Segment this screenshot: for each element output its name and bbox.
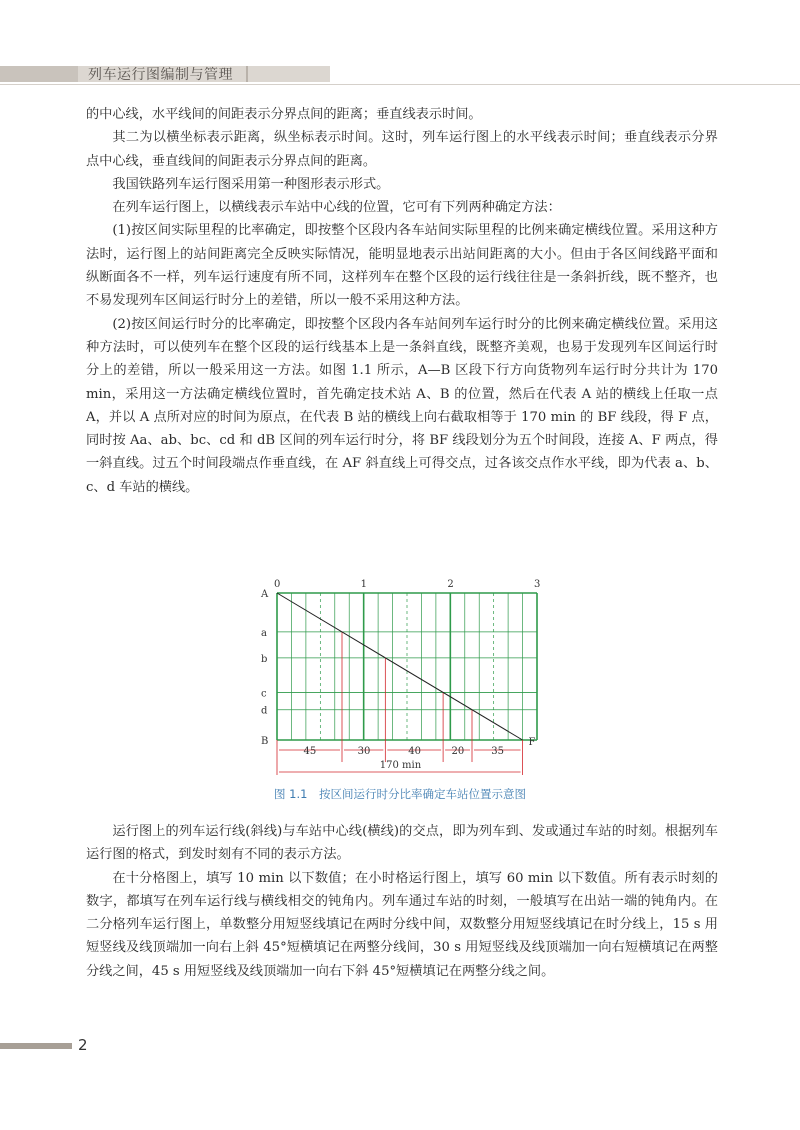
- point-f-label: F: [528, 737, 536, 748]
- segment-label: 20: [451, 746, 465, 757]
- header-band-accent: [0, 66, 78, 82]
- running-title: 列车运行图编制与管理: [88, 67, 233, 83]
- hour-label: 3: [534, 579, 541, 590]
- station-label: d: [261, 705, 268, 717]
- segment-label: 30: [357, 746, 371, 757]
- header-rule: [0, 84, 800, 85]
- paragraph: 在十分格图上，填写 10 min 以下数值；在小时格运行图上，填写 60 min 以下数值。所有表示时刻的数字，都填写在列车运行线与横线相交的钝角内。列车通过车站的时刻，一般填写在出站一端的钝角内。在二分格列车运行图上，单数整分用短竖线填记在两时分线中间，双数整分用短竖线填记在时分线上，15 s 用短竖线及线顶端加一向右上斜 45°短横填记在两整分线间，30 s 用短竖线及线顶端加一向右短横填记在两整分线之间，45 s 用短竖线及线顶端加一向右下斜 45°短横填记在两整分线之间。: [86, 870, 718, 979]
- train-diagonal-line: [277, 593, 523, 740]
- hour-label: 0: [274, 579, 281, 590]
- station-label: a: [261, 627, 267, 639]
- header-divider-tick: [246, 66, 248, 82]
- body-text-bottom: [86, 820, 718, 983]
- figure-train-diagram: [255, 575, 555, 775]
- paragraph: 的中心线，水平线间的间距表示分界点间的距离；垂直线表示时间。: [86, 107, 482, 122]
- segment-label: 45: [303, 746, 317, 757]
- hour-label: 2: [447, 579, 454, 590]
- segment-label: 35: [491, 746, 505, 757]
- body-text-top: [86, 103, 718, 499]
- page-number: 2: [78, 1036, 88, 1054]
- paragraph: (2)按区间运行时分的比率确定，即按整个区段内各车站间列车运行时分的比例来确定横线位置。采用这种方法时，可以使列车在整个区段的运行线基本上是一条斜直线，既整齐美观，也易于发现列车区间运行时分上的差错，所以一般采用这一方法。如图 1.1 所示，A—B 区段下行方向货物列车运行时分共计为 170 min，采用这一方法确定横线位置时，首先确定技术站 A、B 的位置，然后在代表 A 站的横线上任取一点 A，并以 A 点所对应的时间为原点，在代表 B 站的横线上向右截取相等于 170 min 的 BF 线段，得 F 点，同时按 Aa、ab、bc、cd 和 dB 区间的列车运行时分，将 BF 线段划分为五个时间段，连接 A、F 两点，得一斜直线。过五个时间段端点作垂直线，在 AF 斜直线上可得交点，过各该交点作水平线，即为代表 a、b、c、d 车站的横线。: [86, 316, 718, 495]
- station-label: c: [261, 688, 267, 700]
- station-label: A: [261, 589, 269, 600]
- hour-label: 1: [360, 579, 368, 590]
- station-label: B: [261, 736, 269, 747]
- figure-caption: 图 1.1 按区间运行时分比率确定车站位置示意图: [274, 787, 526, 801]
- paragraph: 在列车运行图上，以横线表示车站中心线的位置，它可有下列两种确定方法：: [112, 200, 561, 216]
- paragraph: 我国铁路列车运行图采用第一种图形表示形式。: [112, 176, 390, 192]
- station-label: b: [261, 653, 268, 665]
- segment-label: 40: [408, 746, 421, 757]
- paragraph: (1)按区间实际里程的比率确定，即按整个区段内各车站间实际里程的比例来确定横线位置。采用这种方法时，运行图上的站间距离完全反映实际情况，能明显地表示出站间距离的大小。但由于各区间线路平面和纵断面各不一样，列车运行速度有所不同，这样列车在整个区段的运行线往往是一条斜折线，既不整齐，也不易发现列车区间运行时分上的差错，所以一般不采用这种方法。: [86, 223, 718, 309]
- paragraph: 运行图上的列车运行线(斜线)与车站中心线(横线)的交点，即为列车到、发或通过车站的时刻。根据列车运行图的格式，到发时刻有不同的表示方法。: [86, 824, 718, 863]
- paragraph: 其二为以横坐标表示距离，纵坐标表示时间。这时，列车运行图上的水平线表示时间；垂直线表示分界点中心线，垂直线间的间距表示分界点间的距离。: [86, 130, 718, 169]
- footer-band: [0, 1043, 72, 1049]
- total-label: 170 min: [379, 760, 422, 771]
